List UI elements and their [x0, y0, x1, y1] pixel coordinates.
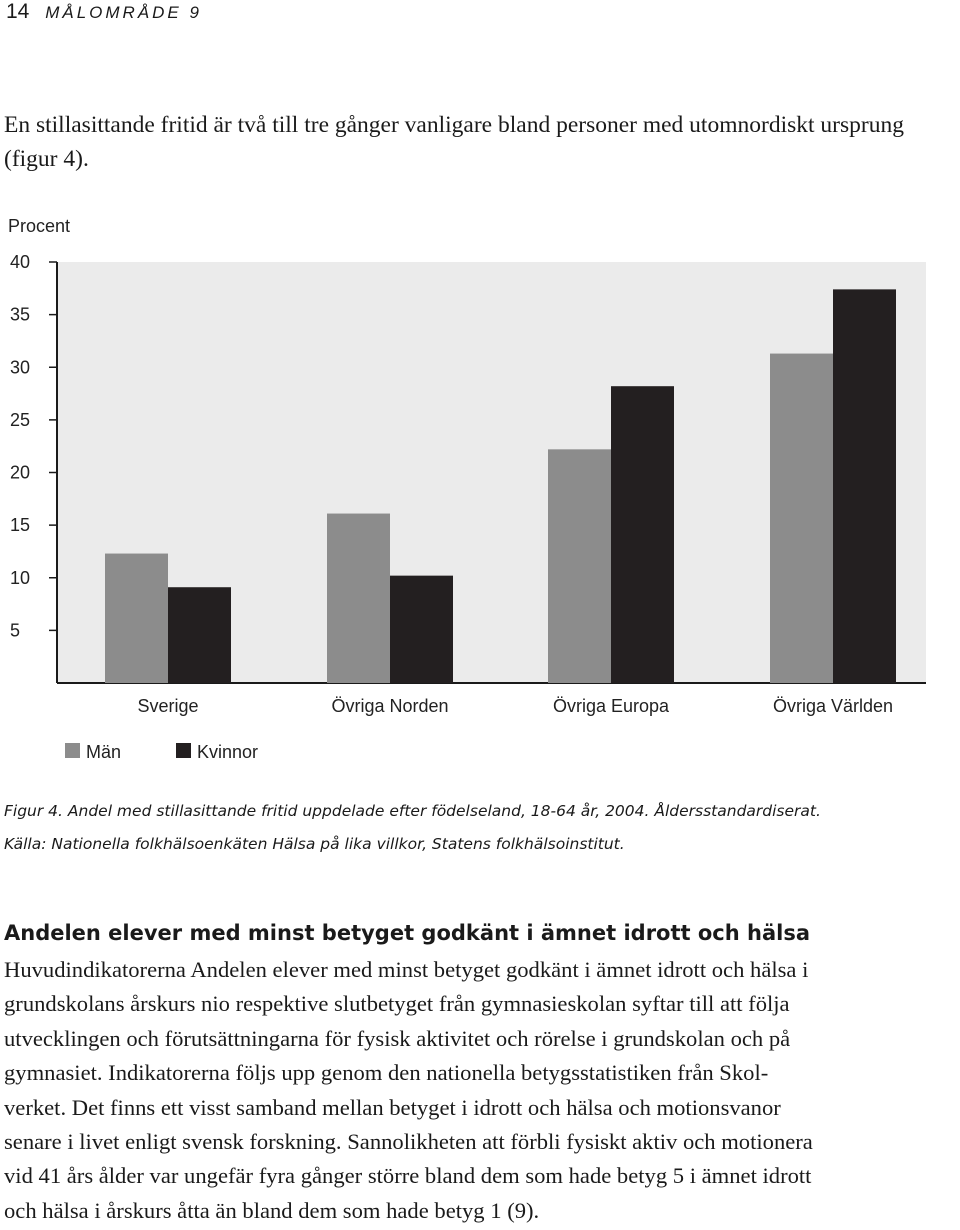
bar [611, 386, 674, 683]
intro-paragraph [4, 108, 956, 176]
x-tick-label: Övriga Norden [331, 696, 449, 716]
page-number: 14 [6, 0, 30, 23]
y-tick-label: 10 [10, 567, 31, 588]
bar [548, 449, 611, 683]
x-tick-label: Övriga Världen [772, 696, 894, 716]
bar [390, 576, 453, 683]
section-heading: Andelen elever med minst betyget godkänt i ämnet idrott och hälsa [4, 921, 810, 945]
legend-label: Kvinnor [197, 742, 259, 762]
y-tick-label: 40 [10, 252, 31, 272]
page-header [6, 0, 202, 28]
body-line: senare i livet enligt svensk forskning. Sannolikheten att förbli fysiskt aktiv och motionera [4, 1129, 813, 1155]
body-paragraph [4, 953, 958, 1228]
bar-chart [0, 205, 960, 775]
legend-swatch [65, 743, 80, 758]
y-tick-label: 5 [10, 620, 21, 641]
bar [770, 354, 833, 683]
body-line: grundskolans årskurs nio respektive slutbetyget från gymnasieskolan syftar till att följa [4, 991, 790, 1017]
y-tick-label: 25 [10, 409, 31, 430]
x-tick-label: Övriga Europa [552, 696, 670, 716]
section-label: MÅLOMRÅDE 9 [45, 3, 202, 22]
y-tick-label: 20 [10, 462, 31, 483]
bar [833, 289, 896, 683]
body-line: verket. Det finns ett visst samband mellan betyget i idrott och hälsa och motionsvanor [4, 1094, 781, 1120]
body-line: gymnasiet. Indikatorerna följs upp genom den nationella betygsstatistiken från Skol- [4, 1060, 769, 1086]
caption-source: Källa: Nationella folkhälsoenkäten Hälsa på lika villkor, Statens folkhälsoinstitut. [4, 835, 625, 853]
y-axis-label: Procent [8, 216, 71, 236]
intro-line: ursprung (figur 4). [4, 112, 904, 172]
x-tick-label: Sverige [137, 696, 199, 716]
figure-caption [4, 795, 956, 861]
y-tick-label: 30 [10, 357, 31, 378]
y-tick-label: 15 [10, 515, 31, 536]
y-tick-label: 35 [10, 304, 31, 325]
caption-line: Figur 4. Andel med stillasittande fritid uppdelade efter födelseland, 18-64 år, 2004. Åldersstandardiserat. [4, 802, 821, 820]
legend-swatch [176, 743, 191, 758]
body-line: vid 41 års ålder var ungefär fyra gånger större bland dem som hade betyg 5 i ämnet idrott [4, 1163, 812, 1189]
bar [327, 514, 390, 683]
bar [168, 587, 231, 683]
legend-label: Män [86, 742, 122, 762]
body-line: utvecklingen och förutsättningarna för fysisk aktivitet och rörelse i grundskolan och på [4, 1025, 791, 1051]
body-line: Huvudindikatorerna Andelen elever med minst betyget godkänt i ämnet idrott och hälsa i [4, 957, 809, 982]
bar [105, 554, 168, 683]
intro-line: En stillasittande fritid är två till tre gånger vanligare bland personer med utomnordiskt [4, 112, 815, 138]
body-line: och hälsa i årskurs åtta än bland dem som hade betyg 1 (9). [4, 1197, 540, 1223]
